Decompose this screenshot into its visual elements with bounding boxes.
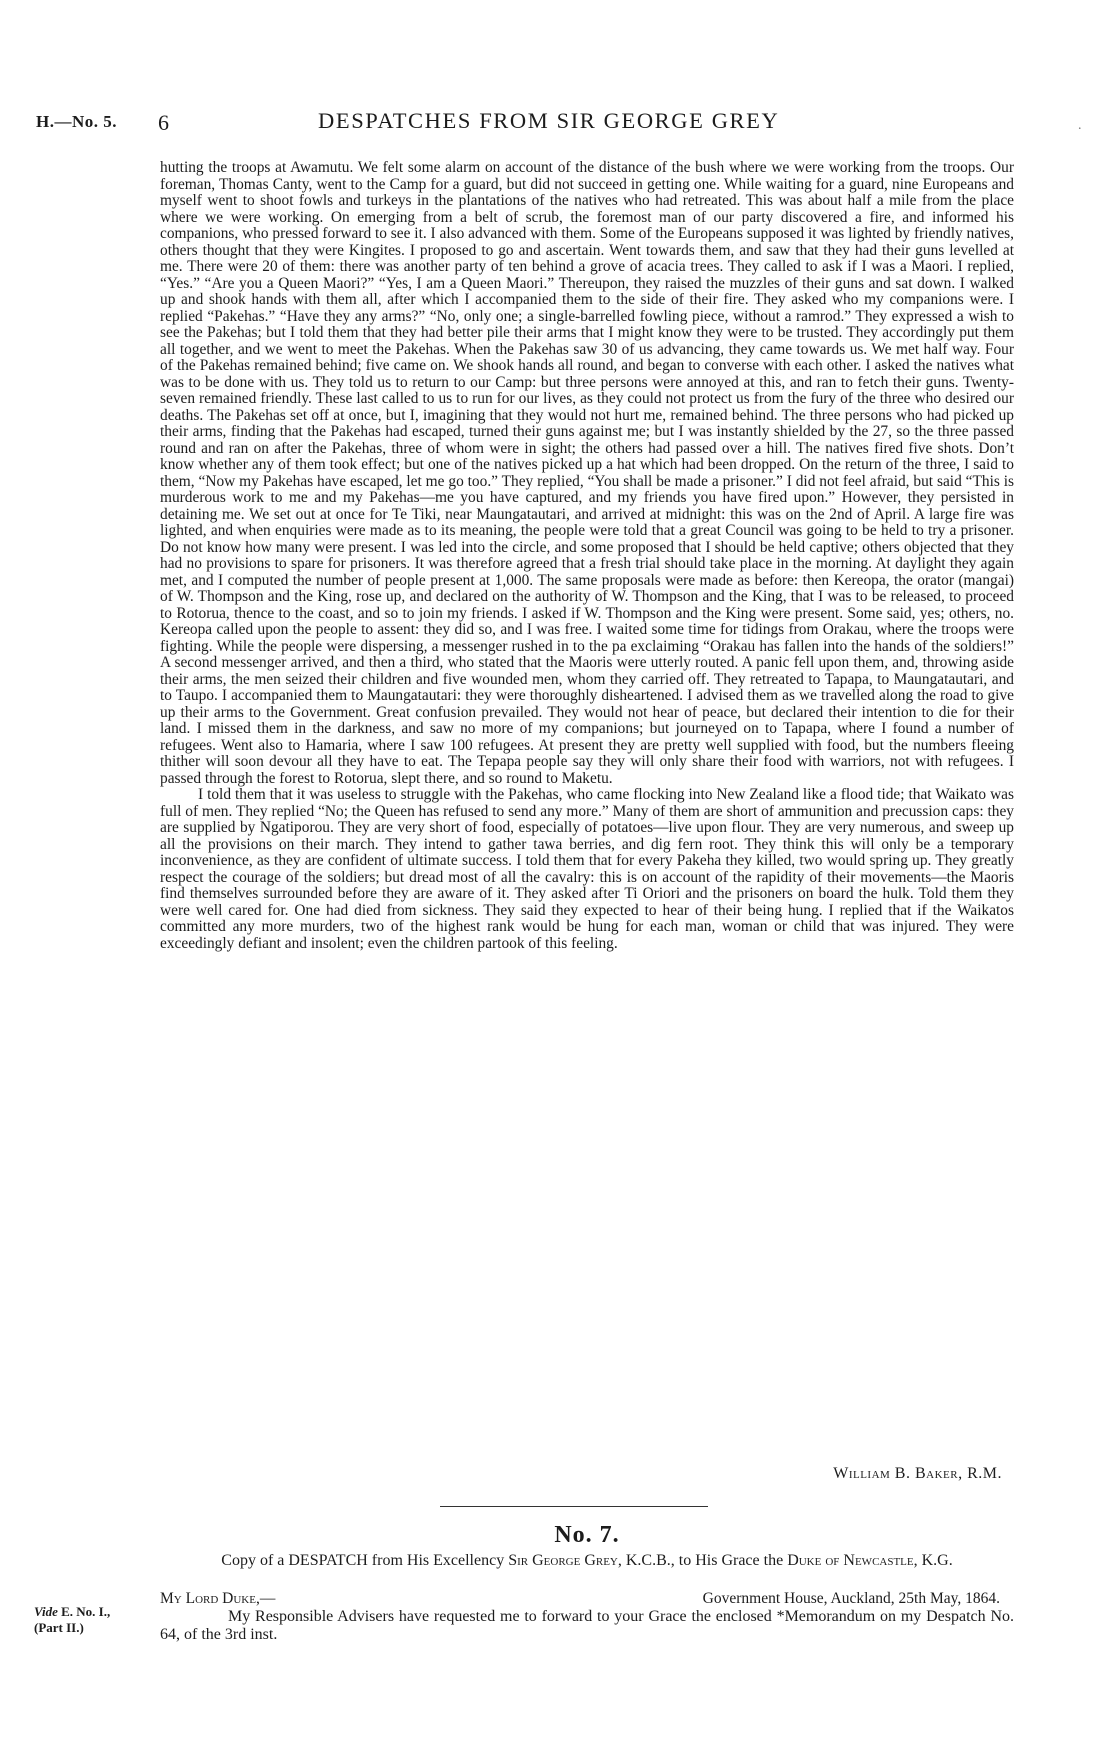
margin-reference-note (34, 1604, 110, 1636)
caption-suffix: , K.G. (913, 1552, 953, 1569)
despatch-paragraph: My Responsible Advisers have requested me to forward to your Grace the enclosed *Memorandum on my Despatch No. 64, of the 3rd inst. (160, 1608, 1014, 1643)
body-paragraph-1: hutting the troops at Awamutu. We felt some alarm on account of the distance of the bush where we were working from the troops. Our foreman, Thomas Canty, went to the Camp for a guard, but did not succeed in getting one. While waiting for a guard, nine Europeans and myself went to shoot fowls and turkeys in the plantations of the natives who had retreated. This was about half a mile from the place where we were working. On emerging from a belt of scrub, the foremost man of our party discovered a fire, and informed his companions, who pressed forward to see it. I also advanced with them. Some of the Europeans supposed it was lighted by friendly natives, others thought that they were Kingites. I proposed to go and ascertain. Went towards them, and saw that they had their guns levelled at me. There were 20 of them: there was another party of ten behind a grove of acacia trees. They called to ask if I was a Maori. I replied, “Yes.” “Are you a Queen Maori?” “Yes, I am a Queen Maori.” Thereupon, they raised the muzzles of their guns and sat down. I walked up and shook hands with them all, after which I accompanied them to the side of their fire. They asked who my companions were. I replied “Pakehas.” “Have they any arms?” “No, only one; a single-barrelled fowling piece, without a ramrod.” They expressed a wish to see the Pakehas; but I told them that they had better pile their arms that I might know they were to be trusted. They accordingly put them all together, and we went to meet the Pakehas. When the Pakehas saw 30 of us advancing, they came towards us. We met half way. Four of the Pakehas remained behind; five came on. We shook hands all round, and began to converse with each other. I asked the natives what was to be done with us. They told us to return to our Camp: but three persons were annoyed at this, and ran to fetch their guns. Twenty-seven remained friendly. These last called to us to run for our lives, as they could not protect us from the fury of the three who desired our deaths. The Pakehas set off at once, but I, imagining that they would not hurt me, remained behind. The three persons who had picked up their arms, finding that the Pakehas had escaped, turned their guns against me; but I was instantly shielded by the 27, so the three passed round and ran on after the Pakehas, three of whom were in sight; the others had passed over a hill. The natives fired five shots. Don’t know whether any of them took effect; but one of the natives picked up a hat which had been dropped. On the return of the three, I said to them, “Now my Pakehas have escaped, let me go too.” They replied, “You shall be made a prisoner.” I did not feel afraid, but said “This is murderous work to me and my Pakehas—me you have captured, and my friends you have fired upon.” However, they persisted in detaining me. We set out at once for Te Tiki, near Maungatautari, and arrived at midnight: this was on the 2nd of April. A large fire was lighted, and when enquiries were made as to its meaning, the people were told that a great Council was going to be held to try a prisoner. Do not know how many were present. I was led into the circle, and some proposed that I should be held captive; others objected that they had no provisions to spare for prisoners. It was therefore agreed that a fresh trial should take place in the morning. At daylight they again met, and I computed the number of people present at 1,000. The same proposals were made as before: then Kereopa, the orator (mangai) of W. Thompson and the King, rose up, and declared on the authority of W. Thompson and the King, that I was to be released, to proceed to Rotorua, thence to the coast, and so to join my friends. I asked if W. Thompson and the King were present. Some said, yes; others, no. Kereopa called upon the people to assent: they did so, and I was free. I waited some time for tidings from Orakau, where the troops were fighting. While the people were dispersing, a messenger rushed in to the pa exclaiming “Orakau has fallen into the hands of the soldiers!” A second messenger arrived, and then a third, who stated that the Maoris were utterly routed. A panic fell upon them, and, throwing aside their arms, the men seized their children and five wounded men, whom they carried off. They retreated to Tapapa, to Maungatautari, and to Taupo. I accompanied them to Maungatautari: they were thoroughly disheartened. I advised them as we travelled along the road to give up their arms to the Government. Great confusion prevailed. They would not hear of peace, but declared their intention to die for their land. I missed them in the darkness, and saw no more of my companions; but journeyed on to Tapapa, where I found a number of refugees. Went also to Hamaria, where I saw 100 refugees. At present they are pretty well supplied with food, but the numbers fleeing thither will soon devour all they have to eat. The Tepapa people say they will only share their food with warriors, not with refugees. I passed through the forest to Rotorua, slept there, and so round to Maketu. (160, 159, 1014, 787)
section-divider (440, 1506, 708, 1507)
margin-ref: E. No. I., (61, 1604, 111, 1619)
caption-middle: , K.C.B., to His Grace the (617, 1552, 788, 1569)
parliamentary-paper-reference: H.—No. 5. (36, 112, 117, 131)
salutation: My Lord Duke,— (160, 1590, 276, 1607)
despatch-caption (160, 1552, 1014, 1570)
caption-governor: Sir George Grey (508, 1552, 618, 1569)
caption-duke: Duke of Newcastle (787, 1552, 914, 1569)
place-and-date: Government House, Auckland, 25th May, 1864. (702, 1590, 1000, 1607)
caption-prefix: Copy of a DESPATCH from His Excellency (221, 1552, 509, 1569)
margin-vide: Vide (34, 1604, 58, 1619)
report-body (160, 160, 1014, 952)
running-title: DESPATCHES FROM SIR GEORGE GREY (318, 108, 780, 133)
margin-part: (Part II.) (34, 1620, 84, 1635)
signature: William B. Baker, R.M. (833, 1465, 1002, 1482)
corner-mark: . (1078, 118, 1082, 133)
page-number: 6 (158, 110, 169, 135)
despatch-number-heading: No. 7. (554, 1522, 620, 1548)
body-paragraph-2: I told them that it was useless to struggle with the Pakehas, who came flocking into New Zealand like a flood tide; that Waikato was full of men. They replied “No; the Queen has refused to send any more.” Many of them are short of ammunition and precussion caps: they are supplied by Ngatiporou. They are very short of food, especially of potatoes—live upon flour. They are very numerous, and sweep up all the provisions on their march. They intend to gather tawa berries, and dig fern root. They think this will only be a temporary inconvenience, as they are confident of ultimate success. I told them that for every Pakeha they killed, two would spring up. They greatly respect the courage of the soldiers; but dread most of all the cavalry: this is on account of the rapidity of their movements—the Maoris find themselves surrounded before they are aware of it. They asked after Ti Oriori and the prisoners on board the hulk. Told them they were well cared for. One had died from sickness. They said they expected to hear of their being hung. I replied that if the Waikatos committed any more murders, two of the highest rank would be hung for each man, woman or child that was injured. They were exceedingly defiant and insolent; even the children partook of this feeling. (160, 786, 1014, 952)
